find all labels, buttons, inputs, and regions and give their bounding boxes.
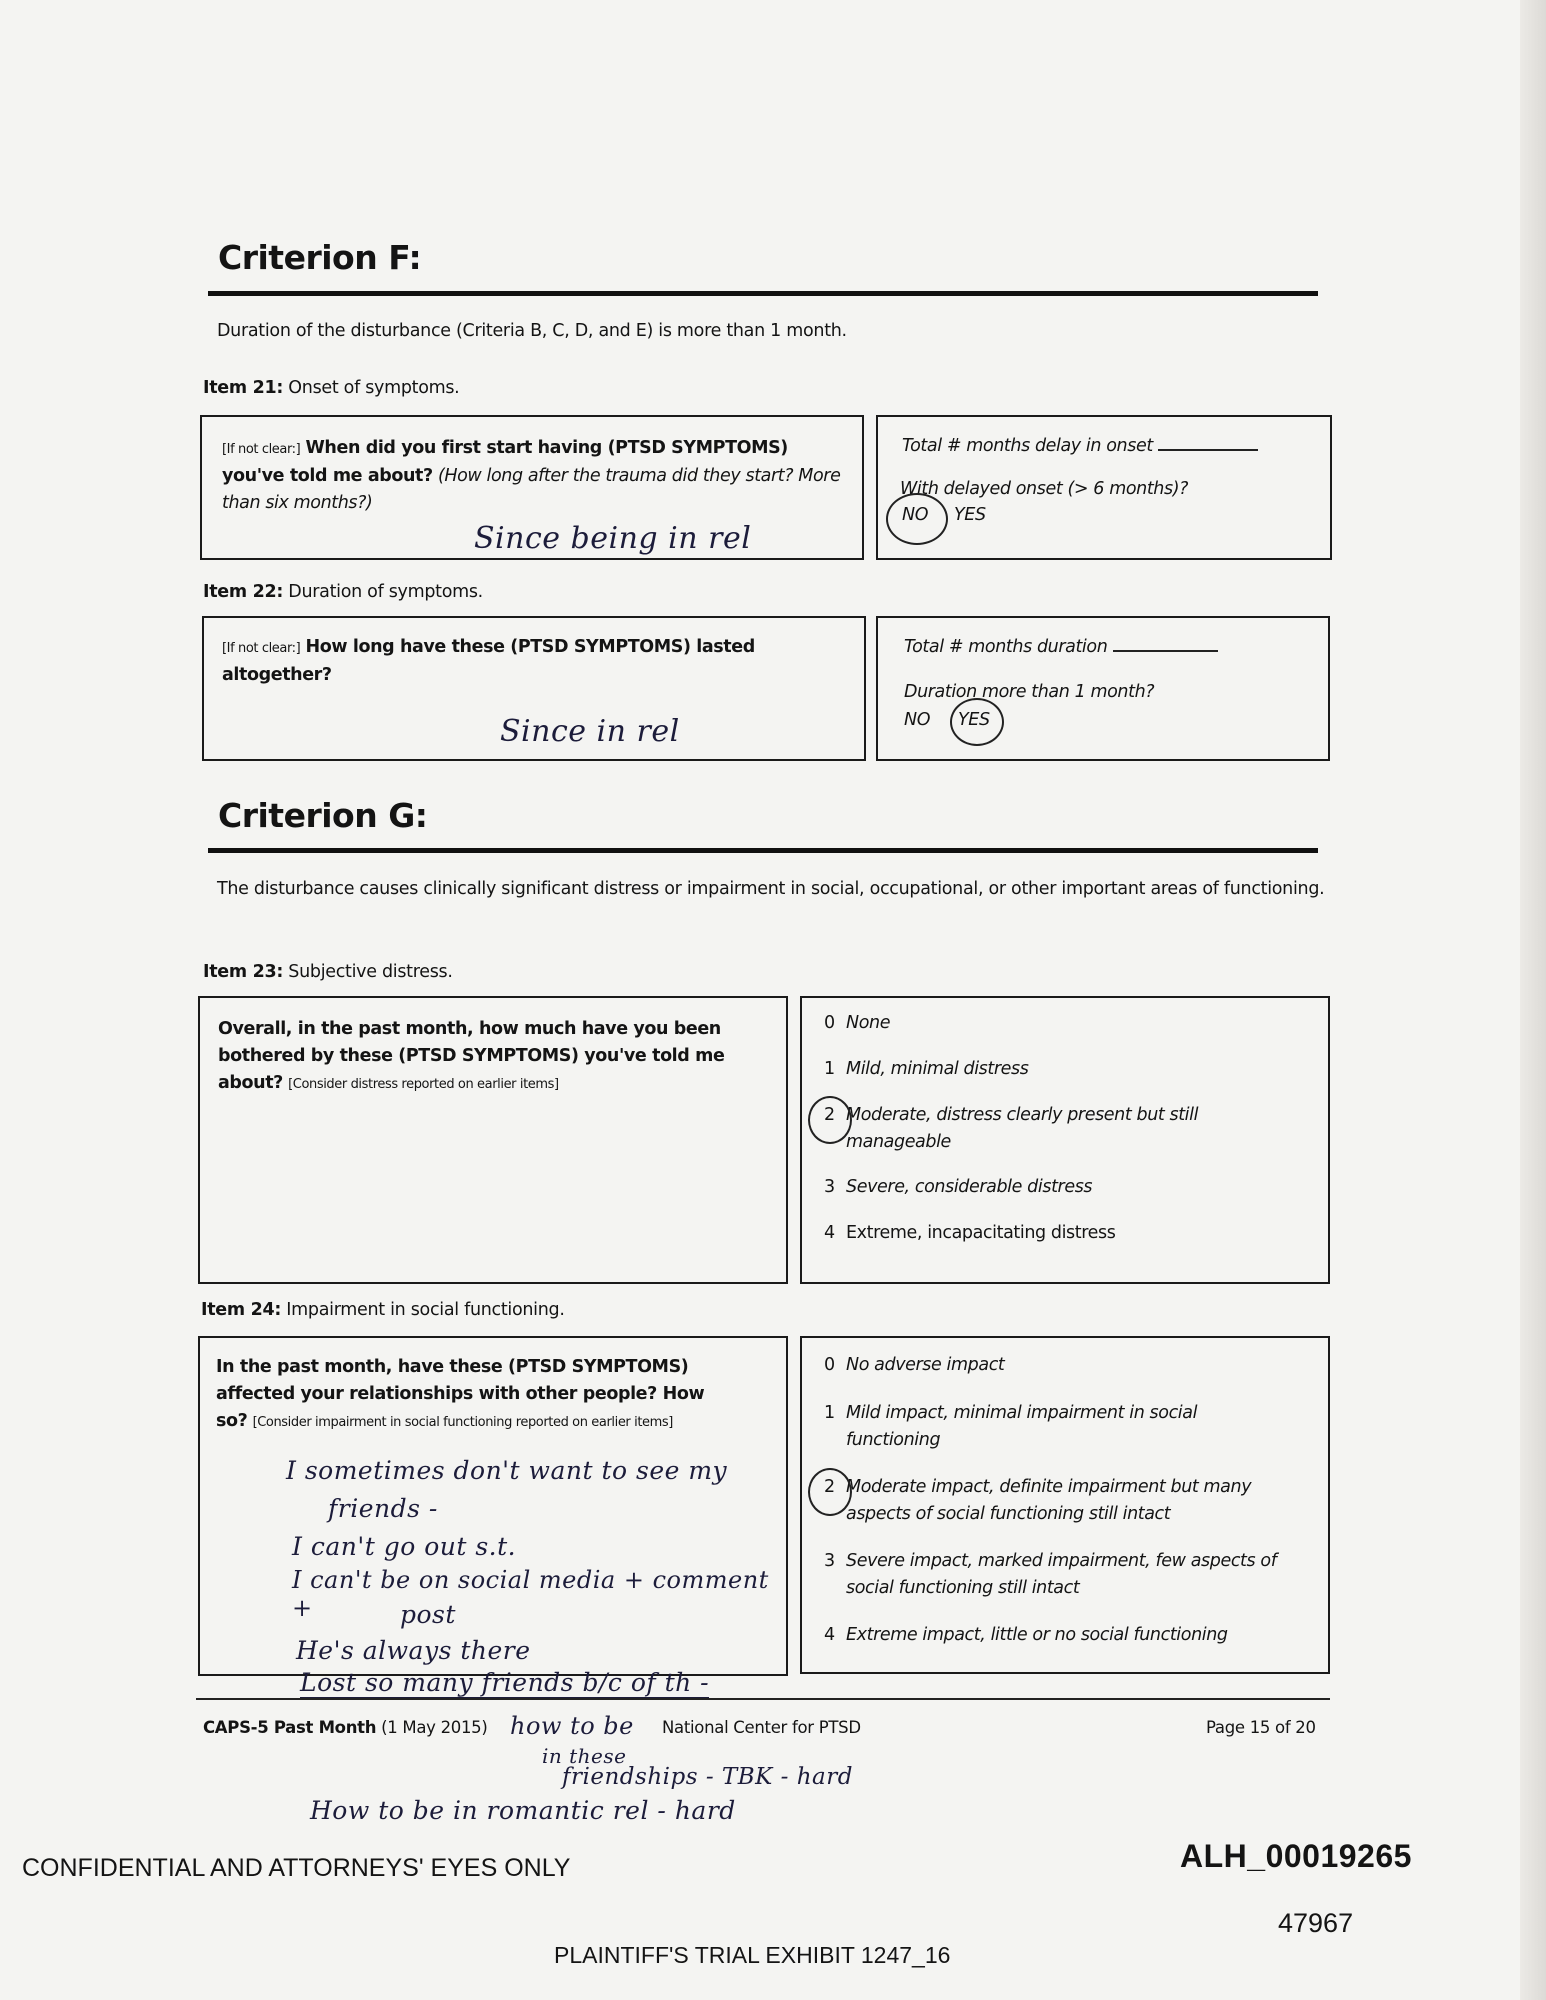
item24-handwritten-line-4: I can't be on social media + comment + [292,1566,769,1622]
item24-option-2-num: 2 [824,1477,835,1497]
item23-option-4-num: 4 [824,1223,835,1243]
item23-option-4 [824,1220,1115,1247]
item21-delayed-question: With delayed onset (> 6 months)? [900,479,1189,499]
footer-handwritten-1: how to be [510,1712,634,1740]
item22-title: Duration of symptoms. [288,582,483,602]
item21-months-blank [1158,435,1258,451]
item21-question-box [200,415,864,560]
item24-handwritten-line-3: I can't go out s.t. [292,1532,517,1561]
item24-question [216,1354,736,1436]
item22-months-blank [1113,636,1218,652]
item23-title: Subjective distress. [288,962,453,982]
item22-handwritten: Since in rel [500,714,680,749]
item24-option-4-num: 4 [824,1625,835,1645]
item24-handwritten-line-1: I sometimes don't want to see my [286,1456,728,1485]
item22-label [203,582,483,602]
bates-number: ALH_00019265 [1180,1838,1412,1874]
item24-handwritten-line-5: post [400,1600,456,1629]
item21-months-label: Total # months delay in onset [902,436,1153,456]
item23-label [203,962,453,982]
confidential-notice: CONFIDENTIAL AND ATTORNEYS' EYES ONLY [22,1854,571,1882]
item23-options-box [800,996,1330,1284]
item23-question-box [198,996,788,1284]
item24-handwritten-line-2: friends - [328,1494,438,1523]
item24-handwritten-line-6: He's always there [296,1636,531,1665]
footer-page: Page 15 of 20 [1206,1718,1316,1737]
item22-yes-circle-mark [950,698,1004,746]
item21-note: [If not clear:] [222,442,301,457]
item21-no-circle-mark [886,493,948,545]
item23-option-2-text: Moderate, distress clearly present but still manageable [846,1105,1199,1152]
item24-handwritten-line-7: Lost so many friends b/c of th - [300,1668,710,1697]
item24-option-2-text: Moderate impact, definite impairment but many aspects of social functioning still intact [846,1477,1252,1524]
footer-center: National Center for PTSD [662,1718,861,1737]
item24-options-box [800,1336,1330,1674]
item24-option-3-text: Severe impact, marked impairment, few aspects of social functioning still intact [846,1551,1277,1598]
item23-option-4-text: Extreme, incapacitating distress [846,1223,1116,1243]
criterion-f-description: Duration of the disturbance (Criteria B, C, D, and E) is more than 1 month. [217,321,847,341]
item22-note: [If not clear:] [222,641,301,656]
footer-handwritten-3: friendships - TBK - hard [562,1764,853,1790]
item24-option-2 [824,1474,1304,1528]
item24-option-3 [824,1548,1314,1602]
item24-option-0-num: 0 [824,1355,835,1375]
item24-selected-circle-mark [808,1468,852,1516]
item22-number: Item 22: [203,582,284,602]
item23-option-0-num: 0 [824,1013,835,1033]
item21-label [203,378,459,398]
item24-option-3-num: 3 [824,1551,835,1571]
item24-question-box [198,1336,788,1676]
document-number: 47967 [1278,1908,1354,1938]
item21-months-line [902,435,1258,456]
item23-note: [Consider distress reported on earlier items] [288,1077,559,1092]
item24-label [201,1300,565,1320]
item23-selected-circle-mark [808,1096,852,1144]
footer-handwritten-2: in these [542,1744,627,1768]
item23-option-1-num: 1 [824,1059,835,1079]
item23-option-1-text: Mild, minimal distress [846,1059,1029,1079]
item22-duration-question: Duration more than 1 month? [904,682,1155,702]
item23-option-3-num: 3 [824,1177,835,1197]
criterion-g-description: The disturbance causes clinically significant distress or impairment in social, occupational, or other important areas of functioning. [217,879,1325,899]
trial-exhibit-label: PLAINTIFF'S TRIAL EXHIBIT 1247_16 [554,1942,951,1968]
item24-number: Item 24: [201,1300,282,1320]
footer-caps-title [203,1718,488,1737]
item21-number: Item 21: [203,378,284,398]
criterion-g-heading: Criterion G: [218,796,428,835]
item21-question-italic: (How long after the trauma did they start? More than six months?) [222,466,841,513]
item21-handwritten: Since being in rel [474,521,752,556]
footer-rule [196,1698,1330,1700]
item22-question-box [202,616,866,761]
item22-answer-box [876,616,1330,761]
criterion-f-heading: Criterion F: [218,238,422,277]
item21-no-option: NO [902,505,929,525]
scan-edge [1520,0,1546,2000]
item21-answer-box [876,415,1332,560]
item22-no-option: NO [904,710,931,730]
item24-title: Impairment in social functioning. [286,1300,565,1320]
item24-question-bold: In the past month, have these (PTSD SYMPTOMS) affected your relationships with other people? How so? [216,1357,705,1431]
item23-number: Item 23: [203,962,284,982]
criterion-g-rule [208,848,1318,853]
item21-yes-option: YES [954,505,986,525]
item24-note: [Consider impairment in social functioning reported on earlier items] [252,1415,673,1430]
item22-question-bold: How long have these (PTSD SYMPTOMS) lasted altogether? [222,637,755,685]
item24-option-0 [824,1352,1004,1379]
item23-option-2 [824,1102,1244,1156]
item21-title: Onset of symptoms. [288,378,460,398]
item24-option-4 [824,1622,1228,1649]
item23-option-3-text: Severe, considerable distress [846,1177,1093,1197]
item23-question [218,1016,766,1098]
footer-caps-bold: CAPS-5 Past Month [203,1718,377,1737]
item23-option-1 [824,1056,1028,1083]
item23-question-bold: Overall, in the past month, how much have you been bothered by these (PTSD SYMPTOMS) you've told me about? [218,1019,725,1093]
item23-option-0 [824,1010,890,1037]
item22-months-label: Total # months duration [904,637,1108,657]
criterion-f-rule [208,291,1318,296]
item24-option-1-text: Mild impact, minimal impairment in social functioning [846,1403,1198,1450]
item23-option-3 [824,1174,1092,1201]
item24-option-0-text: No adverse impact [846,1355,1005,1375]
footer-caps-date: (1 May 2015) [381,1718,488,1737]
item24-option-1 [824,1400,1244,1454]
footer-handwritten-4: How to be in romantic rel - hard [310,1796,736,1825]
item22-months-line [904,636,1218,657]
item21-question-bold: When did you first start having (PTSD SYMPTOMS) you've told me about? [222,438,788,486]
item24-option-4-text: Extreme impact, little or no social functioning [846,1625,1228,1645]
item23-option-2-num: 2 [824,1105,835,1125]
item23-option-0-text: None [846,1013,891,1033]
item24-option-1-num: 1 [824,1403,835,1423]
item22-yes-option: YES [958,710,990,730]
item21-question [222,435,842,517]
item22-question [222,634,842,689]
